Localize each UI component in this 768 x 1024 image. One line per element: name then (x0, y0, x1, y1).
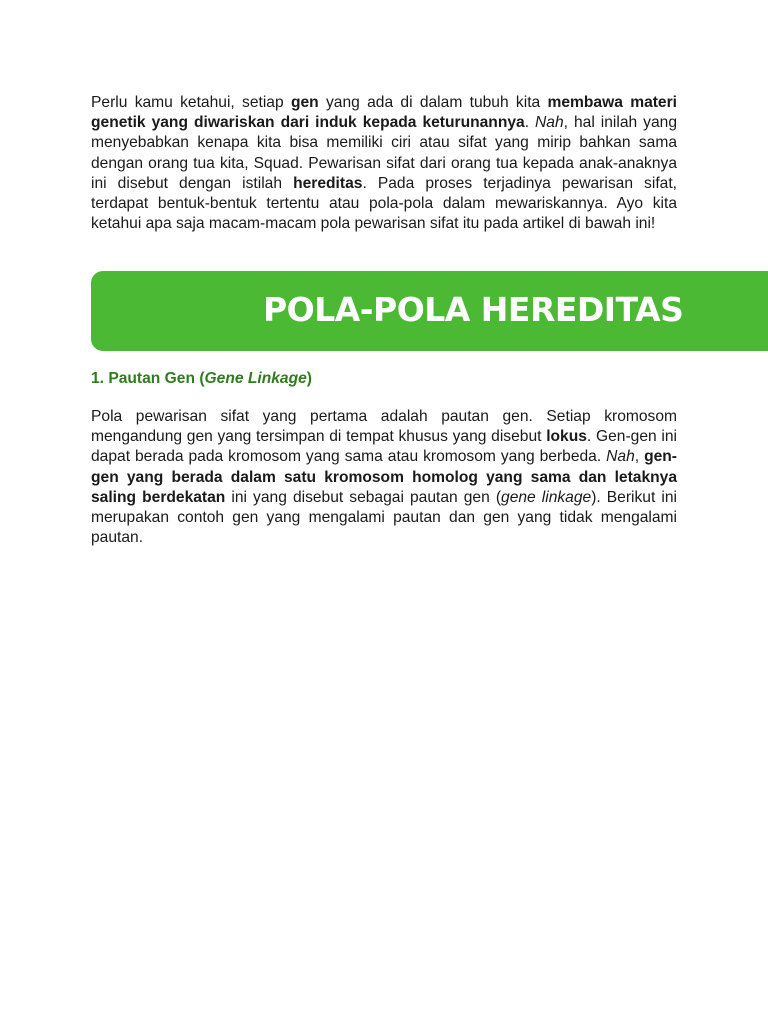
intro-paragraph (91, 93, 677, 234)
heading-text: 1. Pautan Gen ( (91, 370, 205, 387)
term-hereditas: hereditas (293, 174, 363, 192)
body-text: ). Berikut ini merupakan contoh gen yang mengalami pautan dan gen yang tidak mengalami pautan. (91, 488, 677, 547)
key-statement-genetic-material: membawa materi genetik yang diwariskan dari induk kepada keturunannya (91, 94, 678, 132)
body-text: , (634, 448, 645, 466)
heading-text: ) (306, 370, 312, 387)
term-gen: gen (290, 94, 319, 111)
body-text: . Gen-gen ini dapat berada pada kromosom yang sama atau kromosom yang berbeda. (91, 428, 677, 466)
section-heading-pautan-gen (91, 369, 312, 389)
banner-title: POLA-POLA HEREDITAS (263, 290, 684, 329)
term-lokus: lokus (546, 428, 587, 446)
body-text: Pola pewarisan sifat yang pertama adalah pautan gen. Setiap kromosom mengandung gen yang tersimpan di tempat khusus yang disebut (91, 408, 677, 446)
body-interjection: Nah (606, 448, 635, 466)
pautan-gen-paragraph (91, 407, 677, 548)
intro-interjection: Nah (535, 114, 564, 132)
key-statement-linkage-definition: gen-gen yang berada dalam satu kromosom homolog yang sama dan letaknya saling berdekatan (91, 448, 677, 506)
heading-english-term: Gene Linkage (204, 370, 307, 387)
intro-text: . (524, 114, 536, 132)
intro-text: Perlu kamu ketahui, setiap (91, 94, 291, 111)
section-banner (91, 271, 768, 351)
term-gene-linkage: gene linkage (501, 488, 592, 506)
intro-text: , hal inilah yang menyebabkan kenapa kita bisa memiliki ciri atau sifat yang mirip bahkan sama dengan orang tua kita, Squad. Pewarisan sifat dari orang tua kepada anak-anaknya ini disebut dengan istilah (91, 114, 677, 192)
intro-text: . Pada proses terjadinya pewarisan sifat, terdapat bentuk-bentuk tertentu atau pola-pola dalam mewariskannya. Ayo kita ketahui apa saja macam-macam pola pewarisan sifat itu pada artikel di bawah ini! (91, 174, 677, 233)
intro-text: yang ada di dalam tubuh kita (318, 94, 548, 111)
body-text: ini yang disebut sebagai pautan gen ( (225, 488, 502, 506)
